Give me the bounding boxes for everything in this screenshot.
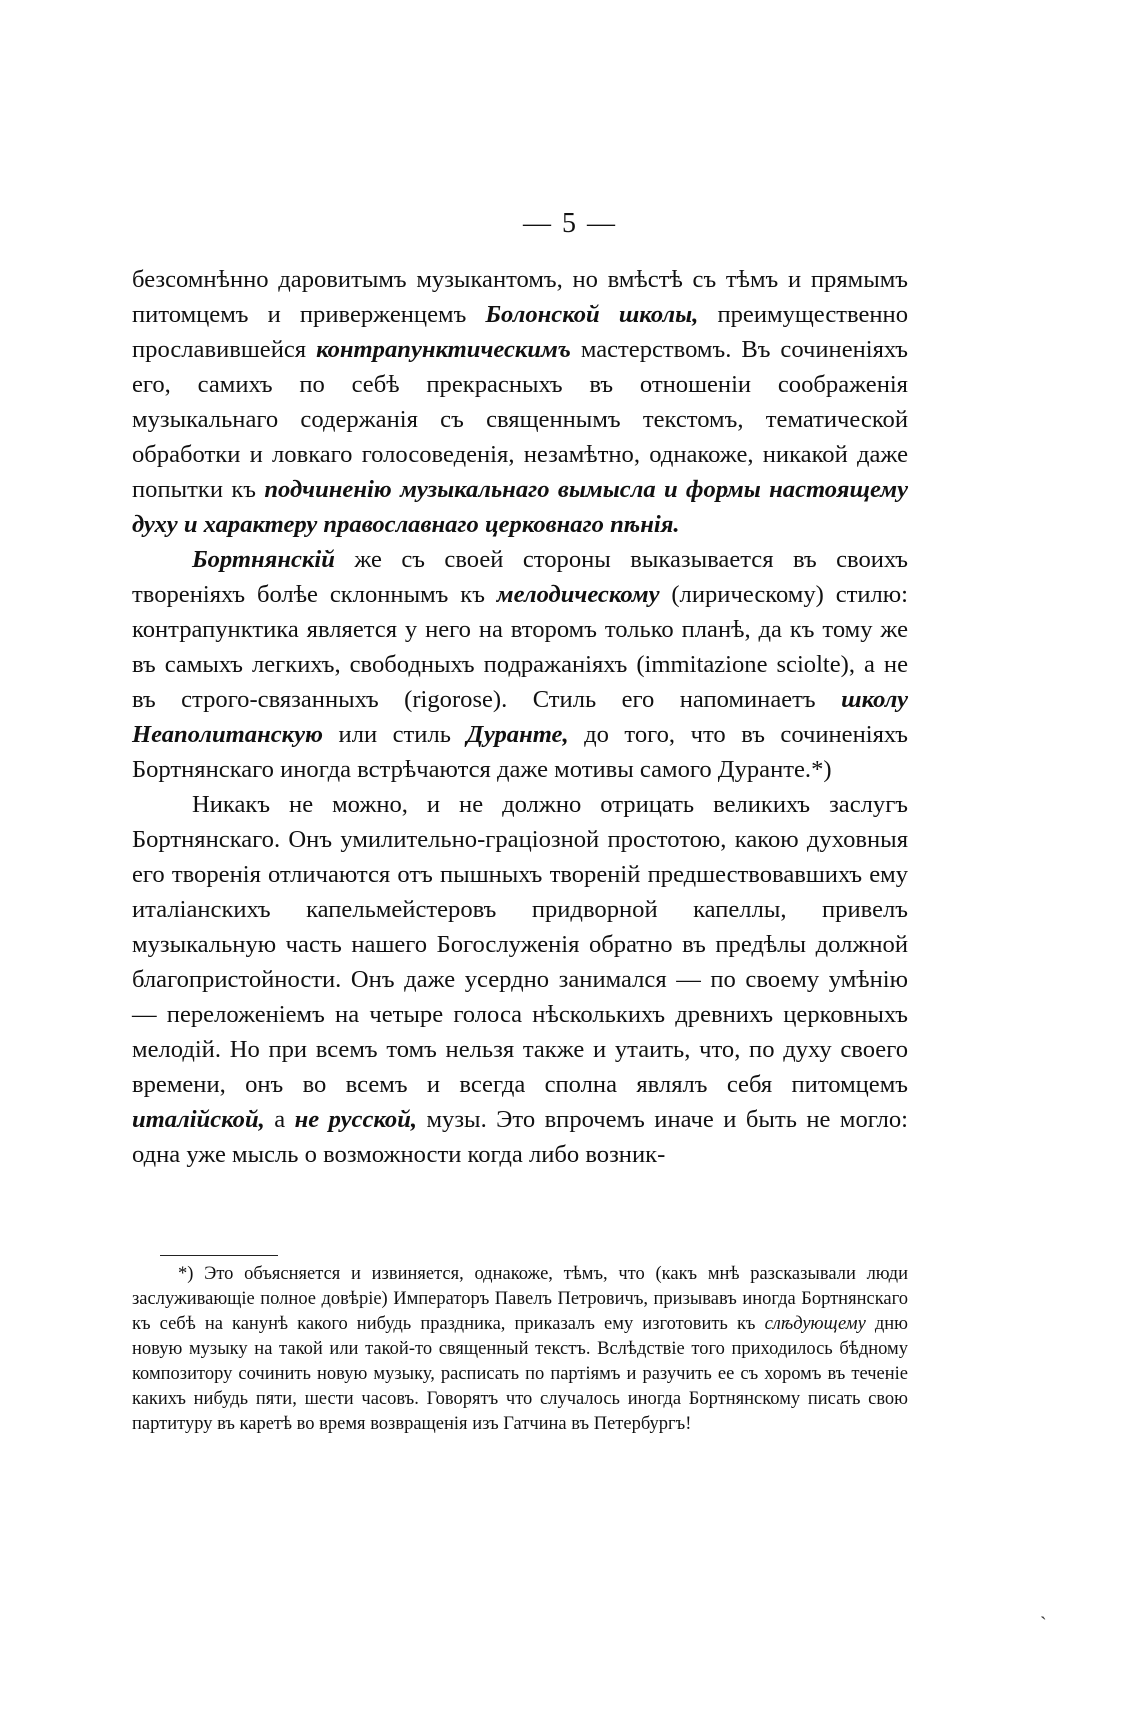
p1-text-2: преимущественно прославившейся [132,301,908,363]
footnote [132,1262,908,1437]
p1-italic-1: Болонской школы, [485,301,699,328]
paragraph-1 [132,262,908,542]
p1-text-3: мастерствомъ. Въ сочиненіяхъ его, самихъ по себѣ прекрасныхъ въ отношеніи соображенія музыкальнаго содержанія съ священнымъ текстомъ, тематической обработки и ловкаго голосоведенія, незамѣтно, однакоже, никакой даже попытки къ [132,336,908,503]
p2-text-4: до того, что въ сочиненіяхъ Бортнянскаго иногда встрѣчаются даже мотивы самого Дуранте.*) [132,721,908,783]
p2-italic-1: Бортнянскій [192,546,335,573]
p1-italic-2: контрапунктическимъ [316,336,571,363]
main-text [132,262,908,1172]
p1-text-1: безсомнѣнно даровитымъ музыкантомъ, но вмѣстѣ съ тѣмъ и прямымъ питомцемъ и приверженцемъ [132,266,908,328]
p3-text-2: а [264,1106,295,1133]
p2-italic-3: школу Неаполитанскую [132,686,908,748]
p2-text-2: (лирическому) стилю: контрапунктика является у него на второмъ только планѣ, да къ тому же въ самыхъ легкихъ, свободныхъ подражаніяхъ (immitazione sciolte), а не въ строго-связанныхъ (rigorose). Стиль его напоминаетъ [132,581,909,713]
p3-italic-2: не русской, [294,1106,418,1133]
paragraph-3 [132,787,908,1172]
footnote-text-1: *) Это объясняется и извиняется, однакоже, тѣмъ, что (какъ мнѣ разсказывали люди заслуживающіе полное довѣріе) Императоръ Павелъ Петровичъ, призывавъ иногда Бортнянскаго къ себѣ на канунѣ какого нибудь праздника, приказалъ ему изготовить къ [132,1264,908,1334]
p2-text-3: или стиль [323,721,467,748]
p2-text-1: же съ своей стороны выказывается въ своихъ твореніяхъ болѣе склоннымъ къ [132,546,908,608]
margin-mark: ˏ [1040,1598,1047,1620]
p2-italic-4: Дуранте, [466,721,569,748]
paragraph-2 [132,542,908,787]
footnote-text-2: дню новую музыку на такой или такой-то священный текстъ. Вслѣдствіе того приходилось бѣдному композитору сочинить новую музыку, расписать по партіямъ и разучить ее съ хоромъ въ теченіе какихъ нибудь пяти, шести часовъ. Говорятъ что случалось иногда Бортнянскому писать свою партитуру въ каретѣ во время возвращенія изъ Гатчина въ Петербургъ! [132,1314,908,1434]
p3-text-3: музы. Это впрочемъ иначе и быть не могло: одна уже мысль о возможности когда либо возник- [132,1106,908,1168]
p3-italic-1: италійской, [132,1106,265,1133]
footnote-divider [160,1255,278,1256]
page-number: — 5 — [523,208,617,239]
p1-italic-3: подчиненію музыкальнаго вымысла и формы настоящему духу и характеру православнаго церковнаго пѣнія. [132,476,909,538]
footnote-italic-1: слѣдующему [764,1314,866,1334]
p2-italic-2: мелодическому [496,581,660,608]
p3-text-1: Никакъ не можно, и не должно отрицать великихъ заслугъ Бортнянскаго. Онъ умилительно-граціозной простотою, какою духовныя его творенія отличаются отъ пышныхъ твореній предшествовавшихъ ему италіанскихъ капельмейстеровъ придворной капеллы, привелъ музыкальную часть нашего Богослуженія обратно въ предѣлы должной благопристойности. Онъ даже усердно занимался — по своему умѣнію — переложеніемъ на четыре голоса нѣсколькихъ древнихъ церковныхъ мелодій. Но при всемъ томъ нельзя также и утаить, что, по духу своего времени, онъ во всемъ и всегда сполна являлъ себя питомцемъ [132,791,908,1098]
